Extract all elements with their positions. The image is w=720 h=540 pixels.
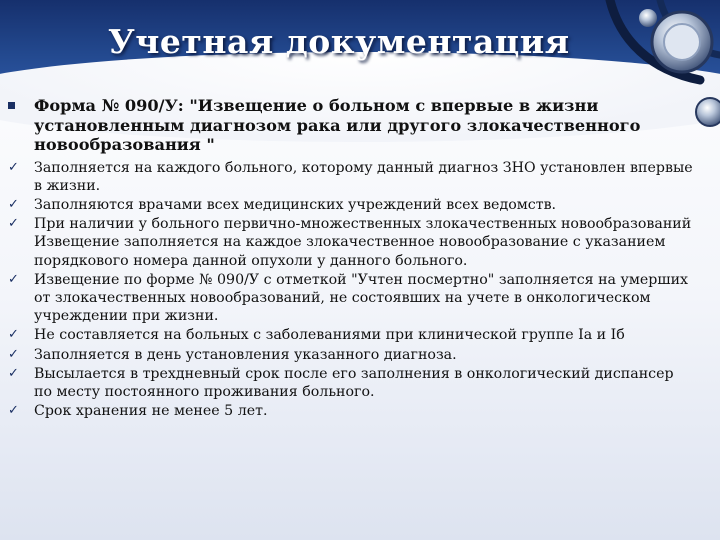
checkmark-icon: ✓	[8, 196, 19, 212]
list-item	[8, 365, 693, 401]
list-item	[8, 271, 693, 326]
list-item	[8, 326, 693, 344]
list-item-text: Заполняется на каждого больного, которому данный диагноз ЗНО установлен впервые в жизни.	[34, 159, 693, 194]
list-item-text: Извещение по форме № 090/У с отметкой "Учтен посмертно" заполняется на умерших от злокачественных новообразований, не состоявших на учете в онкологическом учреждении при жизни.	[34, 271, 689, 325]
slide-title: Учетная документация	[108, 22, 570, 61]
checkmark-icon: ✓	[8, 327, 19, 343]
checkmark-icon: ✓	[8, 346, 19, 362]
square-bullet-icon	[8, 102, 15, 109]
checkmark-icon: ✓	[8, 403, 19, 419]
checkmark-icon: ✓	[8, 271, 19, 287]
list-item	[8, 215, 693, 270]
list-item	[8, 159, 693, 195]
lead-item	[8, 96, 693, 155]
checkmark-icon: ✓	[8, 216, 19, 232]
lead-text: Форма № 090/У: "Извещение о больном с впервые в жизни установленным диагнозом рака или другого злокачественного новообразования "	[34, 96, 641, 154]
checkmark-icon: ✓	[8, 159, 19, 175]
list-item	[8, 346, 693, 364]
list-item	[8, 196, 693, 214]
list-item-text: Высылается в трехдневный срок после его заполнения в онкологический диспансер по месту постоянного проживания больного.	[34, 365, 674, 400]
list-item-text: Не составляется на больных с заболеваниями при клинической группе Iа и Iб	[34, 327, 625, 344]
list-item	[8, 402, 693, 420]
list-item-text: При наличии у больного первично-множественных злокачественных новообразований Извещение заполняется на каждое злокачественное новообразование с указанием порядкового номера данной опухоли у данного больного.	[34, 216, 692, 269]
checkmark-icon: ✓	[8, 365, 19, 381]
list-item-text: Срок хранения не менее 5 лет.	[34, 403, 268, 420]
list-item-text: Заполняются врачами всех медицинских учреждений всех ведомств.	[34, 196, 557, 213]
list-item-text: Заполняется в день установления указанного диагноза.	[34, 346, 457, 363]
slide-content	[8, 96, 693, 421]
